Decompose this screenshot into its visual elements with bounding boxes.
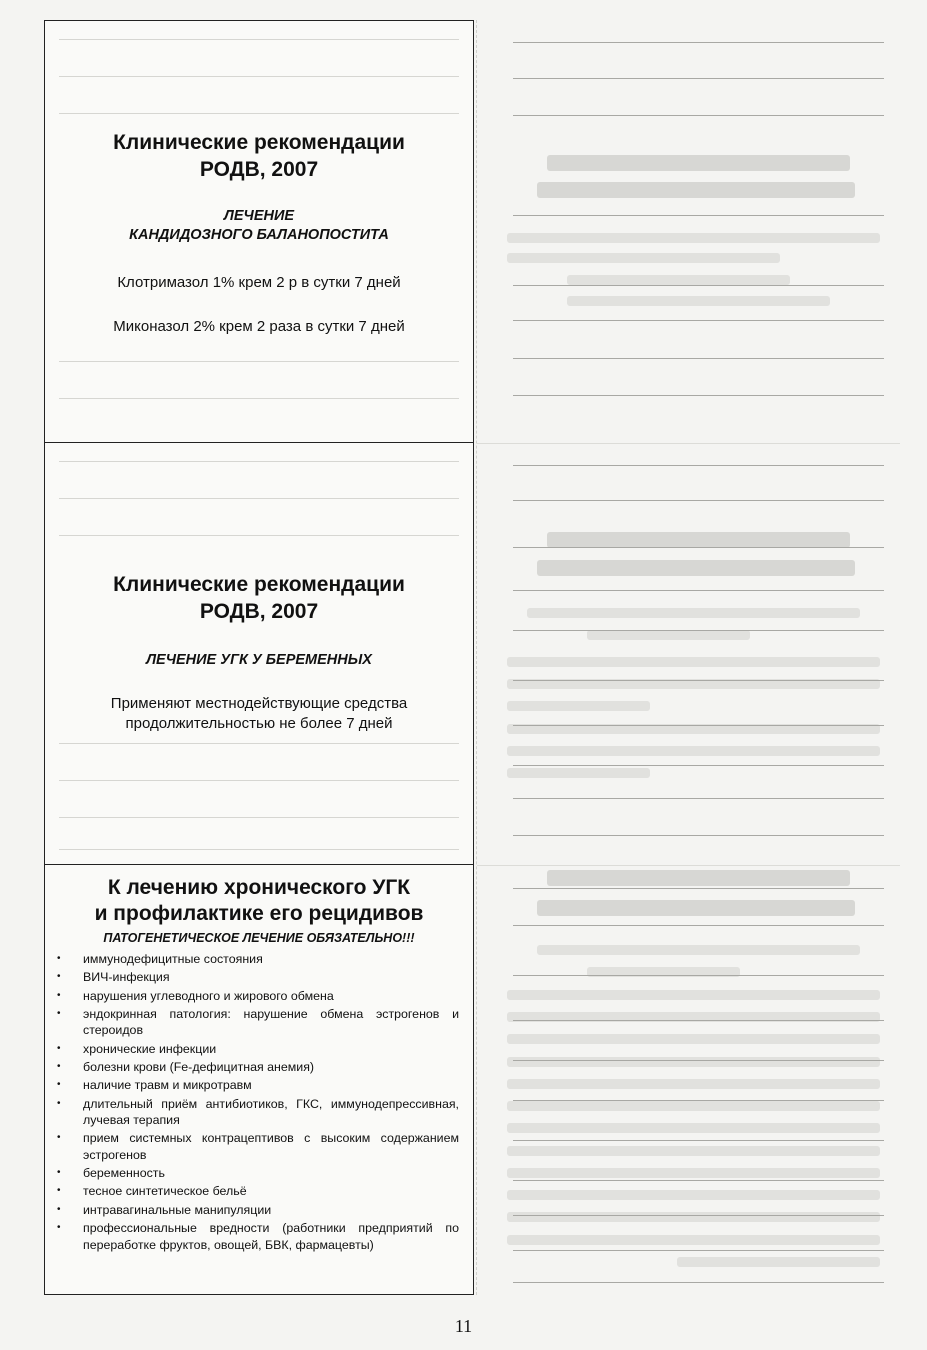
list-item: • интравагинальные манипуляции [55,1202,459,1219]
page-number: 11 [454,1316,473,1336]
slide-subtitle [45,930,473,946]
notes-column [476,20,900,1295]
slide-subtitle-line: ЛЕЧЕНИЕ [223,208,295,224]
slide-paragraph: Клотримазол 1% крем 2 р в сутки 7 дней [117,274,401,291]
slide-paragraph: Применяют местнодействующие средства продолжительностью не более 7 дней [110,695,408,732]
list-item: • ВИЧ-инфекция [55,969,459,986]
slide-chronic-treatment [44,864,474,1295]
slide-candida-balanoposthitis [44,20,474,443]
list-item: • эндокринная патология: нарушение обмена эстрогенов и стероидов [55,1006,459,1039]
risk-factor-list [55,951,459,1255]
slide-subtitle [45,207,473,245]
slide-title [45,129,473,183]
list-item: • тесное синтетическое бельё [55,1183,459,1200]
list-item: • длительный приём антибиотиков, ГКС, иммунодепрессивная, лучевая терапия [55,1096,459,1129]
slide-subtitle-line: КАНДИДОЗНОГО БАЛАНОПОСТИТА [129,227,389,243]
slide-title [45,875,473,927]
slide-subtitle-line: ПАТОГЕНЕТИЧЕСКОЕ ЛЕЧЕНИЕ ОБЯЗАТЕЛЬНО!!! [103,931,415,945]
list-item: • нарушения углеводного и жирового обмена [55,988,459,1005]
list-item: • профессиональные вредности (работники предприятий по переработке фруктов, овощей, БВК, фармацевты) [55,1220,459,1253]
list-item: • наличие травм и микротравм [55,1077,459,1094]
list-item: • болезни крови (Fe-дефицитная анемия) [55,1059,459,1076]
list-item: • хронические инфекции [55,1041,459,1058]
slide-title-line: Клинические рекомендации [113,131,405,154]
slide-title-line: РОДВ, 2007 [199,158,319,181]
slide-title-line: Клинические рекомендации [113,573,405,596]
slide-title [45,571,473,625]
slide-pregnancy-treatment [44,442,474,865]
slide-title-line: К лечению хронического УГК [107,876,411,899]
slide-subtitle-line: ЛЕЧЕНИЕ УГК У БЕРЕМЕННЫХ [146,652,372,668]
list-item: • иммунодефицитные состояния [55,951,459,968]
list-item: • прием системных контрацептивов с высоким содержанием эстрогенов [55,1130,459,1163]
slide-title-line: и профилактике его рецидивов [94,902,424,925]
list-item: • беременность [55,1165,459,1182]
slide-title-line: РОДВ, 2007 [199,600,319,623]
slide-paragraph: Миконазол 2% крем 2 раза в сутки 7 дней [113,318,405,335]
slide-subtitle [45,651,473,670]
